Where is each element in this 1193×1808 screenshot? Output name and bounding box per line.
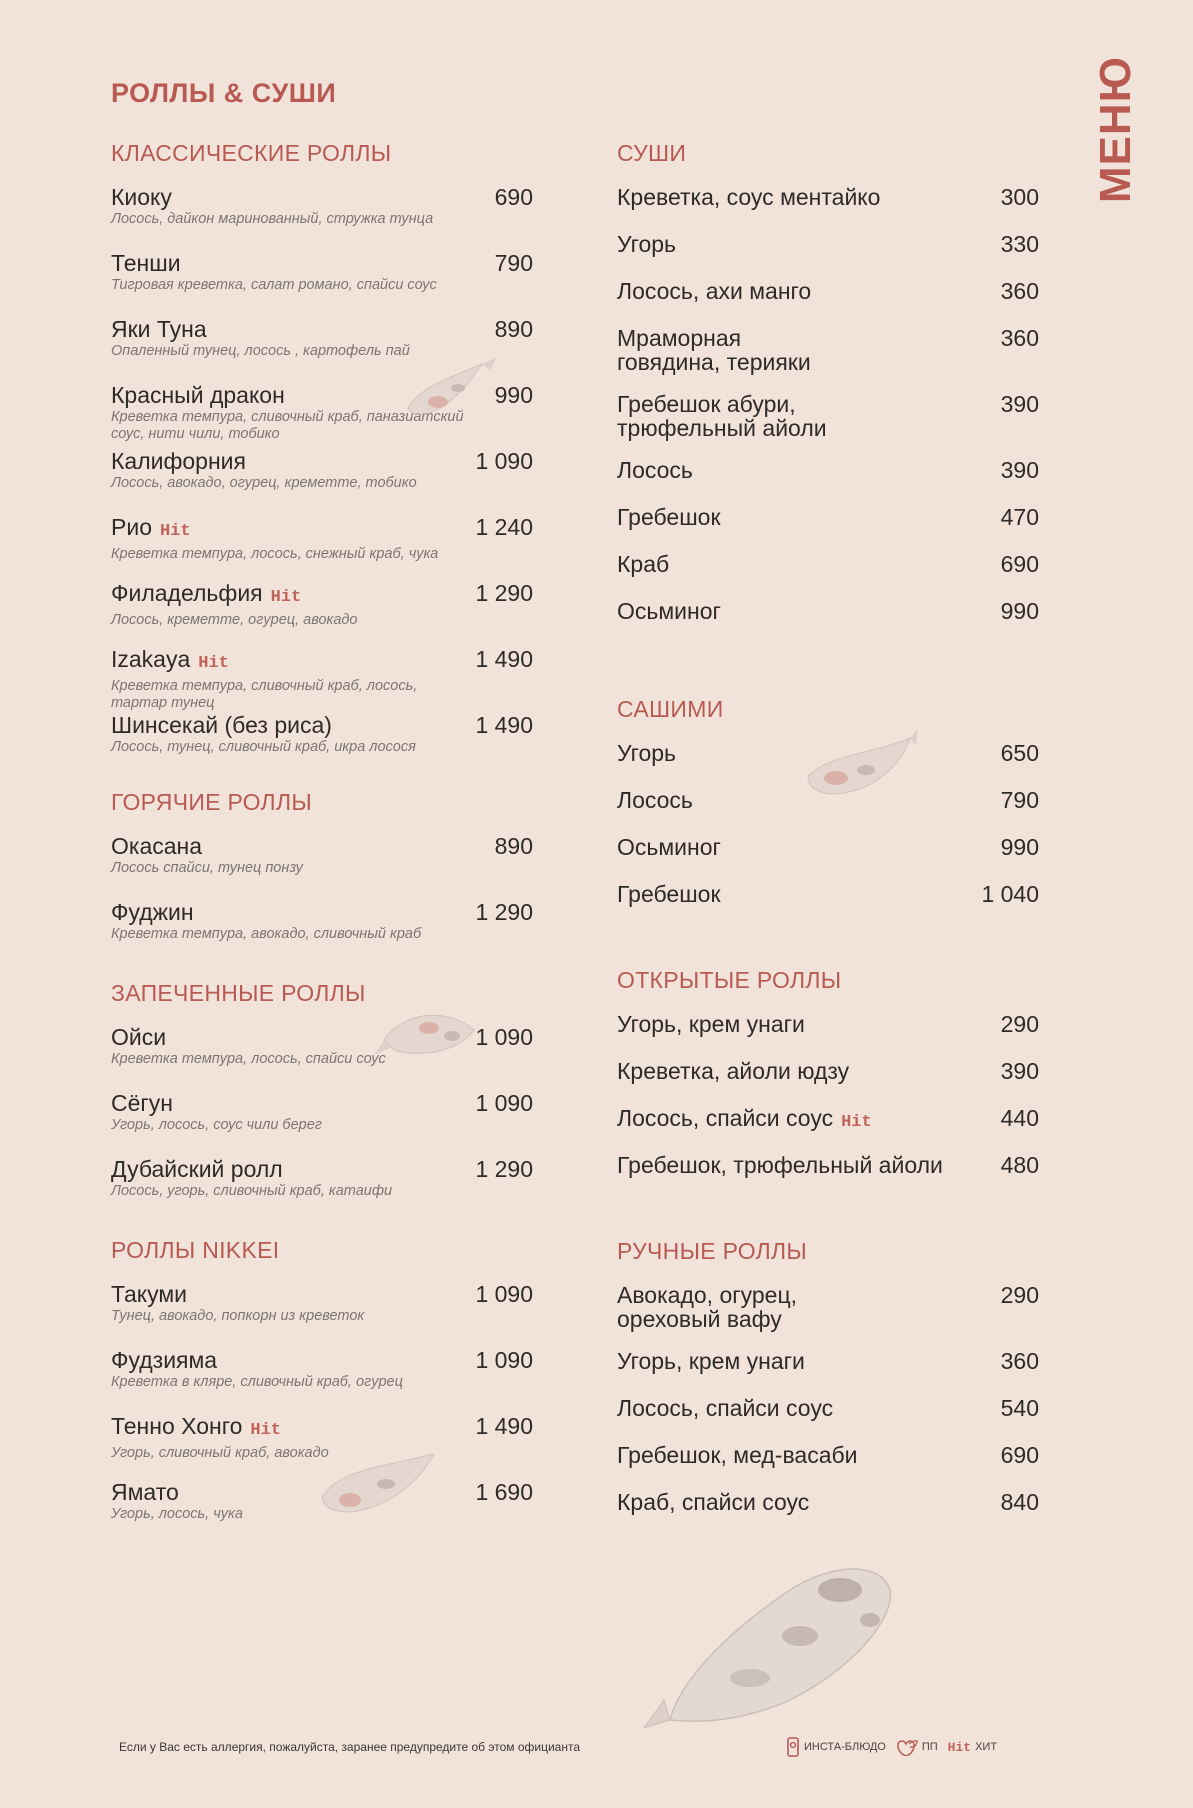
menu-item-price: 440 (1000, 1105, 1039, 1131)
menu-item-name-line (617, 599, 991, 623)
menu-item-name: Лосось, спайси соус (617, 1105, 834, 1131)
menu-item-name: Ойси (111, 1024, 167, 1050)
menu-item-price: 1 490 (475, 1413, 533, 1439)
menu-item-name: Краб, спайси соус (617, 1489, 810, 1515)
menu-item-text (111, 185, 485, 228)
menu-item-name: Осьминог (617, 598, 721, 624)
menu-item-name-line (617, 1349, 991, 1373)
hit-badge: Hit (159, 522, 191, 541)
menu-item-price: 1 090 (475, 1090, 533, 1116)
menu-item-price: 1 040 (981, 881, 1039, 907)
menu-item-name-line (111, 1414, 465, 1443)
section-title: РУЧНЫЕ РОЛЛЫ (617, 1238, 808, 1264)
menu-item-name: Лосось (617, 457, 693, 483)
menu-item-name-line (617, 458, 991, 482)
menu-item-price: 390 (1000, 391, 1039, 417)
legend-insta-label: ИНСТА-БЛЮДО (804, 1741, 886, 1753)
menu-item-description: Лосось спайси, тунец понзу (111, 860, 303, 876)
menu-item-name: Угорь, крем унаги (617, 1348, 805, 1374)
menu-item-text (111, 900, 465, 943)
menu-item-price: 290 (1000, 1011, 1039, 1037)
menu-item-text (617, 1396, 991, 1420)
menu-item-price: 1 090 (475, 1281, 533, 1307)
menu-item-price: 1 690 (475, 1479, 533, 1505)
koi-fish-icon (800, 728, 920, 818)
menu-item-text (111, 515, 465, 563)
menu-item-name-line (617, 1443, 991, 1467)
menu-item-name: Фуджин (111, 899, 194, 925)
menu-item-name-line (111, 1157, 465, 1181)
menu-item (617, 599, 1039, 646)
menu-item-name: Лосось, ахи манго (617, 278, 812, 304)
menu-item-description: Креветка темпура, сливочный краб, лосось, тартар тунец (111, 678, 418, 711)
menu-item-description: Креветка темпура, авокадо, сливочный краб (111, 926, 422, 942)
menu-item (111, 1091, 533, 1157)
menu-item (617, 1106, 1039, 1153)
menu-item-price: 990 (494, 382, 533, 408)
menu-item-description: Тунец, авокадо, попкорн из креветок (111, 1308, 365, 1324)
section-title: СУШИ (617, 140, 687, 166)
menu-item (111, 1282, 533, 1348)
koi-fish-icon (640, 1550, 900, 1730)
menu-item-price: 690 (494, 184, 533, 210)
menu-item-name: Креветка, соус ментайко (617, 184, 881, 210)
menu-item (111, 834, 533, 900)
menu-item-text (111, 647, 465, 712)
menu-item-description: Угорь, сливочный краб, авокадо (111, 1445, 329, 1461)
menu-item-description: Угорь, лосось, соус чили берег (111, 1117, 322, 1133)
menu-item-price: 290 (1000, 1282, 1039, 1308)
menu-item-text (111, 1282, 465, 1325)
menu-item (617, 882, 1039, 929)
menu-item-name: Сёгун (111, 1090, 173, 1116)
menu-item-name: Осьминог (617, 834, 721, 860)
menu-item (617, 552, 1039, 599)
menu-item-name-line (617, 185, 991, 209)
side-title: МЕНЮ (1091, 56, 1140, 204)
menu-item-price: 300 (1000, 184, 1039, 210)
menu-item-name-line (617, 279, 991, 303)
menu-item-price: 890 (494, 316, 533, 342)
menu-item (111, 713, 533, 779)
menu-item-price: 480 (1000, 1152, 1039, 1178)
hit-badge: Hit (841, 1113, 872, 1132)
page-title: РОЛЛЫ & СУШИ (111, 78, 337, 108)
menu-item-text (111, 1348, 465, 1391)
menu-item-price: 990 (1000, 834, 1039, 860)
menu-item-name: Авокадо, огурец, ореховый вафу (617, 1282, 798, 1332)
menu-item-text (617, 1490, 991, 1514)
menu-item-description: Креветка в кляре, сливочный краб, огурец (111, 1374, 403, 1390)
menu-item-price: 790 (1000, 787, 1039, 813)
menu-item-name-line (617, 835, 991, 859)
menu-item (617, 1153, 1039, 1200)
menu-item-text (617, 505, 991, 529)
menu-item (617, 1283, 1039, 1349)
menu-item-name-line (617, 1059, 991, 1083)
menu-item-price: 390 (1000, 1058, 1039, 1084)
right-column (617, 140, 1039, 1537)
menu-item-name-line (111, 185, 485, 209)
menu-item-description: Креветка темпура, сливочный краб, паназиатский соус, нити чили, тобико (111, 409, 464, 442)
menu-item-text (617, 599, 991, 623)
menu-item-text (617, 1012, 991, 1036)
menu-item-name-line (111, 581, 465, 610)
menu-item-name-line (111, 900, 465, 924)
menu-item-name-line (617, 1396, 991, 1420)
menu-item (111, 515, 533, 581)
menu-item (617, 232, 1039, 279)
menu-item-text (111, 713, 465, 756)
menu-item-name: Мраморная говядина, терияки (617, 325, 811, 375)
menu-item-name: Угорь, крем унаги (617, 1011, 805, 1037)
menu-item (617, 1490, 1039, 1537)
menu-item-text (111, 1091, 465, 1134)
menu-item-price: 1 240 (475, 514, 533, 540)
menu-item (617, 1349, 1039, 1396)
menu-item-name-line (617, 1106, 991, 1135)
menu-item-text (617, 185, 991, 209)
menu-item-price: 1 290 (475, 899, 533, 925)
menu-item (617, 1443, 1039, 1490)
menu-item-name: Рио (111, 514, 152, 540)
menu-item-name: Угорь (617, 231, 677, 257)
menu-item-name: Красный дракон (111, 382, 285, 408)
legend-hit (948, 1740, 997, 1755)
hit-badge: Hit (270, 588, 302, 607)
menu-item-price: 1 290 (475, 580, 533, 606)
menu-section (111, 789, 533, 966)
menu-item-name: Фудзияма (111, 1347, 218, 1373)
menu-item-name: Ямато (111, 1479, 179, 1505)
menu-item-price: 690 (1000, 1442, 1039, 1468)
section-title: КЛАССИЧЕСКИЕ РОЛЛЫ (111, 140, 392, 166)
menu-item-name: Гребешок, мед-васаби (617, 1442, 858, 1468)
menu-item-name: Яки Туна (111, 316, 207, 342)
menu-item-text (617, 392, 991, 440)
menu-item (617, 279, 1039, 326)
menu-item-name-line (111, 647, 465, 676)
menu-item-price: 360 (1000, 325, 1039, 351)
menu-item-price: 330 (1000, 231, 1039, 257)
menu-item-name: Гребешок абури, трюфельный айоли (617, 391, 827, 441)
menu-item-name: Гребешок (617, 881, 721, 907)
menu-item-text (617, 1349, 991, 1373)
menu-item-text (617, 232, 991, 256)
legend (786, 1737, 997, 1757)
menu-item-name-line (111, 251, 485, 275)
menu-item-text (617, 458, 991, 482)
menu-item-price: 690 (1000, 551, 1039, 577)
menu-item-description: Опаленный тунец, лосось , картофель пай (111, 343, 410, 359)
camera-phone-icon (786, 1737, 800, 1757)
legend-insta (786, 1737, 886, 1757)
menu-item (617, 392, 1039, 458)
menu-item (617, 326, 1039, 392)
menu-item-name: Лосось (617, 787, 693, 813)
menu-item-description: Лосось, угорь, сливочный краб, катаифи (111, 1183, 393, 1199)
menu-item-name: Тенно Хонго (111, 1413, 243, 1439)
menu-item-price: 360 (1000, 278, 1039, 304)
legend-hit-symbol: Hit (947, 1739, 972, 1755)
menu-item-text (617, 882, 971, 906)
menu-item-text (617, 279, 991, 303)
menu-item-text (111, 251, 485, 294)
menu-item-text (617, 552, 991, 576)
menu-item (111, 185, 533, 251)
menu-item-description: Лосось, тунец, сливочный краб, икра лосося (111, 739, 416, 755)
menu-item-name-line (617, 1283, 837, 1331)
menu-item-name-line (617, 882, 971, 906)
menu-item-name: Izakaya (111, 646, 191, 672)
menu-item (617, 458, 1039, 505)
menu-item (617, 835, 1039, 882)
menu-item-name: Киоку (111, 184, 172, 210)
menu-item-text (111, 1157, 465, 1200)
menu-item-text (617, 835, 991, 859)
menu-item-name: Тенши (111, 250, 181, 276)
koi-fish-icon (400, 356, 500, 428)
menu-item-price: 1 090 (475, 1347, 533, 1373)
menu-item-description: Креветка темпура, лосось, спайси соус (111, 1051, 386, 1067)
menu-section (617, 140, 1039, 646)
menu-item-name-line (617, 552, 991, 576)
section-title: САШИМИ (617, 696, 724, 722)
menu-item-price: 390 (1000, 457, 1039, 483)
menu-item-price: 1 290 (475, 1156, 533, 1182)
menu-item-name-line (617, 505, 991, 529)
menu-item-name-line (617, 1490, 991, 1514)
menu-item-description: Креветка темпура, лосось, снежный краб, чука (111, 546, 439, 562)
menu-item-text (111, 581, 465, 629)
menu-item-name-line (617, 1153, 991, 1177)
menu-item-text (617, 326, 991, 374)
hit-badge: Hit (250, 1421, 281, 1440)
section-title: ОТКРЫТЫЕ РОЛЛЫ (617, 967, 842, 993)
menu-item-name-line (617, 392, 837, 440)
menu-item-name: Лосось, спайси соус (617, 1395, 834, 1421)
menu-section (111, 140, 533, 779)
menu-item-name: Креветка, айоли юдзу (617, 1058, 850, 1084)
allergy-note: Если у Вас есть аллергия, пожалуйста, заранее предупредите об этом официанта (119, 1740, 581, 1754)
menu-item-description: Угорь, лосось, чука (111, 1506, 243, 1522)
koi-fish-icon (374, 1000, 484, 1080)
menu-item-name: Филадельфия (111, 580, 263, 606)
menu-item-name: Гребешок (617, 504, 721, 530)
menu-item-price: 790 (494, 250, 533, 276)
menu-item-name-line (617, 232, 991, 256)
menu-item-price: 840 (1000, 1489, 1039, 1515)
menu-item-text (111, 317, 485, 360)
menu-item-name-line (617, 326, 837, 374)
legend-hit-label: ХИТ (975, 1741, 998, 1753)
menu-item-description: Тигровая креветка, салат романо, спайси соус (111, 277, 437, 293)
menu-item (617, 1396, 1039, 1443)
section-title: ЗАПЕЧЕННЫЕ РОЛЛЫ (111, 980, 366, 1006)
menu-item-text (111, 449, 465, 492)
menu-item-name: Дубайский ролл (111, 1156, 283, 1182)
menu-item-text (111, 834, 485, 877)
menu-section (617, 967, 1039, 1200)
menu-item (111, 1157, 533, 1223)
menu-item-name-line (111, 515, 465, 544)
menu-item-name: Шинсекай (без риса) (111, 712, 332, 738)
menu-item-price: 1 490 (475, 646, 533, 672)
menu-item-description: Лосось, дайкон маринованный, стружка тунца (111, 211, 434, 227)
menu-item-name-line (111, 834, 485, 858)
menu-item-name: Калифорния (111, 448, 246, 474)
section-title: ГОРЯЧИЕ РОЛЛЫ (111, 789, 313, 815)
menu-item-price: 650 (1000, 740, 1039, 766)
menu-item (617, 185, 1039, 232)
menu-item (617, 505, 1039, 552)
menu-item-price: 990 (1000, 598, 1039, 624)
left-column (111, 140, 533, 1546)
menu-item-text (617, 1059, 991, 1083)
menu-item-name-line (111, 1091, 465, 1115)
menu-item (111, 647, 533, 713)
menu-item-name: Угорь (617, 740, 677, 766)
menu-item-price: 1 490 (475, 712, 533, 738)
legend-pp (896, 1738, 938, 1756)
menu-item-description: Лосось, авокадо, огурец, креметте, тобико (111, 475, 417, 491)
menu-item (111, 449, 533, 515)
menu-item (111, 581, 533, 647)
menu-item-name: Такуми (111, 1281, 188, 1307)
menu-item-price: 360 (1000, 1348, 1039, 1374)
menu-item (617, 1059, 1039, 1106)
menu-item-text (617, 1106, 991, 1135)
menu-item (617, 1012, 1039, 1059)
menu-item (111, 1348, 533, 1414)
menu-item-name-line (111, 713, 465, 737)
hit-badge: Hit (198, 654, 229, 673)
menu-item (111, 900, 533, 966)
menu-item (111, 251, 533, 317)
menu-item-description: Лосось, креметте, огурец, авокадо (111, 612, 358, 628)
menu-item-text (617, 1153, 991, 1177)
section-title: РОЛЛЫ NIKKEI (111, 1237, 280, 1263)
menu-item-name: Краб (617, 551, 670, 577)
legend-pp-label: ПП (921, 1741, 938, 1753)
menu-item-price: 890 (494, 833, 533, 859)
menu-item-name-line (111, 1348, 465, 1372)
menu-item-price: 470 (1000, 504, 1039, 530)
menu-item-name-line (111, 449, 465, 473)
menu-item-name-line (111, 317, 485, 341)
menu-item-text (617, 1283, 991, 1331)
koi-fish-icon (316, 1446, 442, 1528)
menu-item-price: 1 090 (475, 448, 533, 474)
menu-item-name-line (111, 1282, 465, 1306)
menu-item-name: Окасана (111, 833, 203, 859)
menu-item-price: 1 090 (475, 1024, 533, 1050)
menu-item-text (617, 1443, 991, 1467)
menu-item-price: 540 (1000, 1395, 1039, 1421)
menu-item-name-line (617, 1012, 991, 1036)
heart-leaf-icon (896, 1738, 918, 1756)
menu-section (617, 1238, 1039, 1537)
menu-item-name: Гребешок, трюфельный айоли (617, 1152, 943, 1178)
